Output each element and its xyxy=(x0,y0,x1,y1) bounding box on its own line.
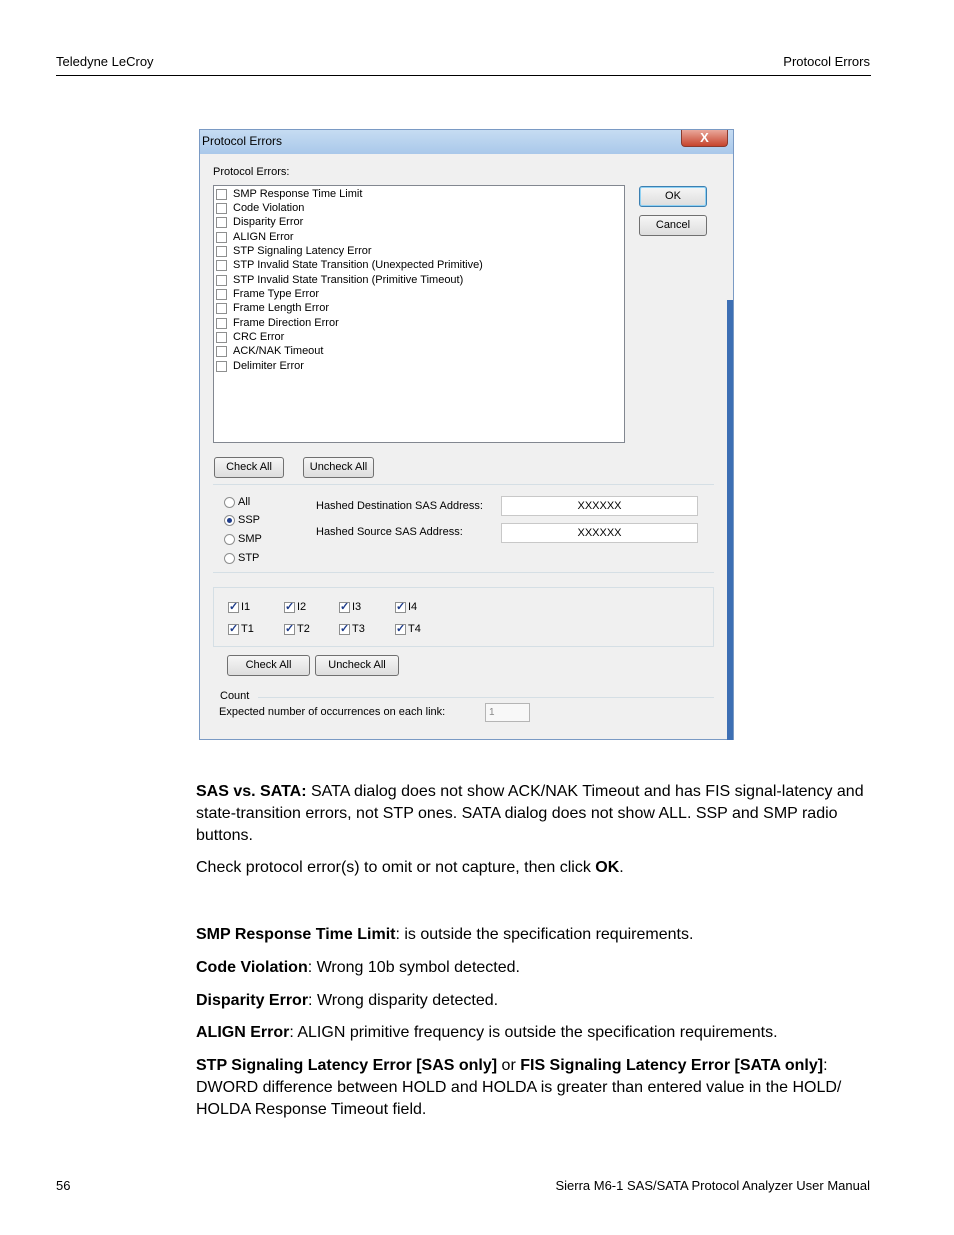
radio-all[interactable]: All xyxy=(224,496,250,508)
radio-icon[interactable] xyxy=(224,497,235,508)
link-checkbox-i1[interactable]: ✓I1 xyxy=(228,601,250,613)
list-item[interactable]: CRC Error xyxy=(216,331,284,345)
radio-stp[interactable]: STP xyxy=(224,552,259,564)
definition-code-violation: Code Violation: Wrong 10b symbol detected. xyxy=(196,959,520,976)
definition-smp-response: SMP Response Time Limit: is outside the specification requirements. xyxy=(196,926,694,943)
checkbox-icon[interactable] xyxy=(216,217,227,228)
src-addr-label: Hashed Source SAS Address: xyxy=(316,526,463,538)
list-item[interactable]: Frame Direction Error xyxy=(216,317,339,331)
dialog-title: Protocol Errors xyxy=(202,134,283,148)
divider xyxy=(213,484,714,485)
src-addr-field[interactable]: XXXXXX xyxy=(501,523,698,543)
link-checkbox-i2[interactable]: ✓ I2 xyxy=(284,601,306,613)
radio-selected-icon[interactable] xyxy=(224,515,235,526)
instruction-paragraph: Check protocol error(s) to omit or not capture, then click OK. xyxy=(196,859,624,876)
checkbox-checked-icon[interactable] xyxy=(284,602,295,613)
definition-align: ALIGN Error: ALIGN primitive frequency is outside the specification requirements. xyxy=(196,1024,778,1041)
list-item[interactable]: SMP Response Time Limit xyxy=(216,188,362,202)
checkbox-icon[interactable] xyxy=(216,303,227,314)
checkbox-icon[interactable] xyxy=(216,332,227,343)
cancel-button[interactable]: Cancel xyxy=(639,215,707,236)
divider xyxy=(258,697,714,698)
protocol-errors-dialog xyxy=(199,129,734,740)
close-icon[interactable]: X xyxy=(681,130,728,147)
checkbox-checked-icon[interactable] xyxy=(228,602,239,613)
count-group-label: Count xyxy=(220,690,250,702)
checkbox-icon[interactable] xyxy=(216,232,227,243)
checkbox-checked-icon[interactable] xyxy=(395,602,406,613)
link-checkbox-i4[interactable]: ✓ I4 xyxy=(395,601,417,613)
manual-title: Sierra M6-1 SAS/SATA Protocol Analyzer User Manual xyxy=(555,1178,870,1193)
protocol-errors-label: Protocol Errors: xyxy=(213,166,290,178)
ok-button[interactable]: OK xyxy=(639,186,707,207)
checkbox-icon[interactable] xyxy=(216,246,227,257)
header-right: Protocol Errors xyxy=(783,54,870,69)
checkbox-checked-icon[interactable] xyxy=(395,624,406,635)
header-left: Teledyne LeCroy xyxy=(56,54,154,69)
count-description: Expected number of occurrences on each link: xyxy=(219,706,446,718)
link-checkbox-t2[interactable]: ✓ T2 xyxy=(284,623,310,635)
checkbox-checked-icon[interactable] xyxy=(339,602,350,613)
list-item[interactable]: Delimiter Error xyxy=(216,360,304,374)
checkbox-checked-icon[interactable] xyxy=(228,624,239,635)
list-item[interactable]: ALIGN Error xyxy=(216,231,294,245)
checkbox-icon[interactable] xyxy=(216,275,227,286)
checkbox-icon[interactable] xyxy=(216,346,227,357)
sas-vs-sata-paragraph: SAS vs. SATA: SATA dialog does not show ACK/NAK Timeout and has FIS signal-latency and state-transition errors, not STP ones. SATA dialog does not show ALL. SSP and SMP radio buttons. xyxy=(196,783,864,844)
dialog-titlebar xyxy=(200,130,733,154)
checkbox-checked-icon[interactable] xyxy=(339,624,350,635)
link-checkbox-t1[interactable]: ✓T1 xyxy=(228,623,254,635)
definition-disparity: Disparity Error: Wrong disparity detected. xyxy=(196,992,499,1009)
radio-icon[interactable] xyxy=(224,534,235,545)
radio-smp[interactable]: SMP xyxy=(224,533,262,545)
checkbox-icon[interactable] xyxy=(216,361,227,372)
window-edge xyxy=(727,300,733,740)
protocol-errors-list[interactable] xyxy=(213,185,625,443)
list-item[interactable]: STP Signaling Latency Error xyxy=(216,245,372,259)
checkbox-icon[interactable] xyxy=(216,260,227,271)
checkbox-icon[interactable] xyxy=(216,203,227,214)
checkbox-icon[interactable] xyxy=(216,318,227,329)
radio-ssp[interactable]: SSP xyxy=(224,514,260,526)
checkbox-icon[interactable] xyxy=(216,189,227,200)
list-item[interactable]: STP Invalid State Transition (Primitive Timeout) xyxy=(216,274,463,288)
list-item[interactable]: STP Invalid State Transition (Unexpected Primitive) xyxy=(216,259,483,273)
list-item[interactable]: ACK/NAK Timeout xyxy=(216,345,323,359)
radio-icon[interactable] xyxy=(224,553,235,564)
list-item[interactable]: Disparity Error xyxy=(216,216,303,230)
links-group xyxy=(213,587,714,647)
divider xyxy=(213,572,714,573)
link-checkbox-t3[interactable]: ✓ T3 xyxy=(339,623,365,635)
checkbox-icon[interactable] xyxy=(216,289,227,300)
list-item[interactable]: Frame Length Error xyxy=(216,302,329,316)
dest-addr-field[interactable]: XXXXXX xyxy=(501,496,698,516)
uncheck-all-links-button[interactable]: Uncheck All xyxy=(315,655,399,676)
check-all-button[interactable]: Check All xyxy=(214,457,284,478)
check-all-links-button[interactable]: Check All xyxy=(227,655,310,676)
link-checkbox-t4[interactable]: ✓ T4 xyxy=(395,623,421,635)
count-input[interactable]: 1 xyxy=(485,703,530,722)
definition-signaling-latency: STP Signaling Latency Error [SAS only] or FIS Signaling Latency Error [SATA only]: DWORD difference between HOLD and HOLDA is greater than entered value in the HOLD/ HOLDA Response Timeout field. xyxy=(196,1057,842,1118)
list-item[interactable]: Frame Type Error xyxy=(216,288,319,302)
uncheck-all-button[interactable]: Uncheck All xyxy=(303,457,374,478)
header-rule xyxy=(56,75,871,76)
list-item[interactable]: Code Violation xyxy=(216,202,304,216)
dest-addr-label: Hashed Destination SAS Address: xyxy=(316,500,483,512)
checkbox-checked-icon[interactable] xyxy=(284,624,295,635)
link-checkbox-i3[interactable]: ✓ I3 xyxy=(339,601,361,613)
page-number: 56 xyxy=(56,1178,71,1193)
